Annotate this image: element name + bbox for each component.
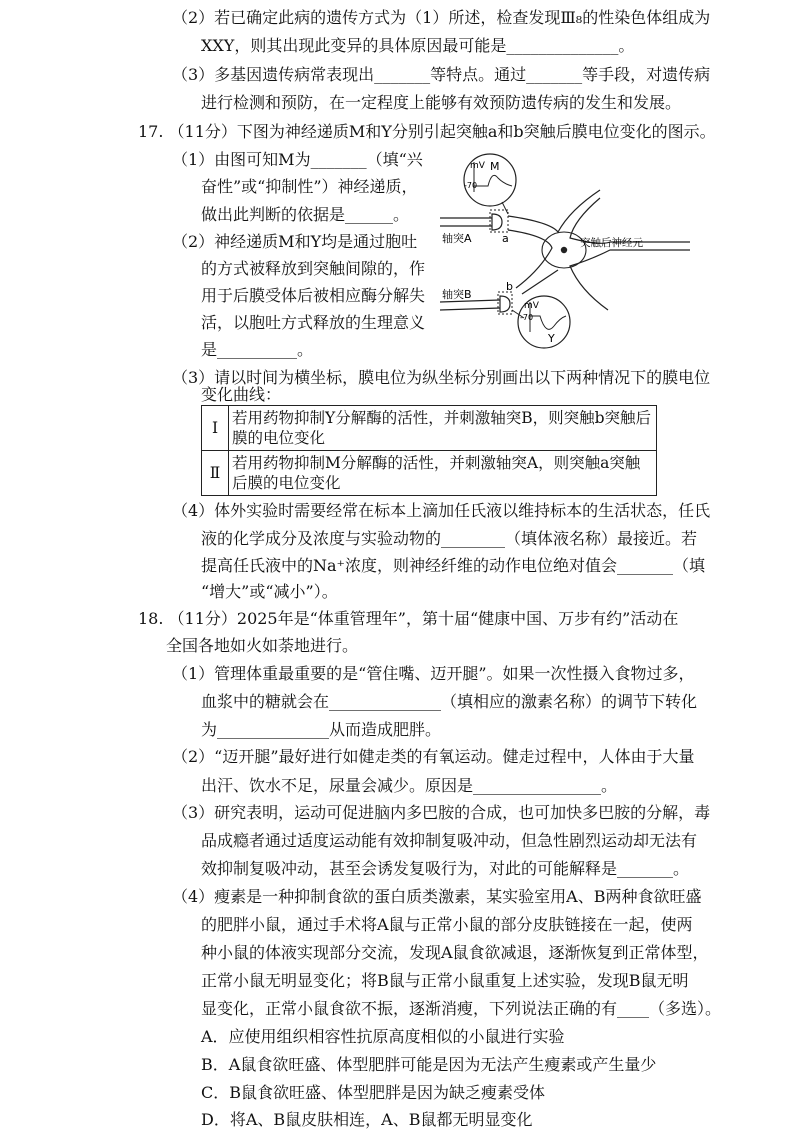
text-line: 用于后膜受体后被相应酶分解失 <box>201 286 426 305</box>
text-line: B．A鼠食欲旺盛、体型肥胖可能是因为无法产生瘦素或产生量少 <box>201 1055 657 1074</box>
text-line: “增大”或“减小”）。 <box>201 582 338 601</box>
table-cell-num: Ⅰ <box>202 406 229 451</box>
text-line: （2）神经递质M和Y均是通过胞吐 <box>172 232 418 251</box>
table-row <box>202 406 657 451</box>
table-cell-num: Ⅱ <box>202 451 229 496</box>
text-line: A．应使用组织相容性抗原高度相似的小鼠进行实验 <box>201 1027 565 1046</box>
text-line: 做出此判断的依据是______。 <box>201 205 410 224</box>
axon-b-label: 轴突B <box>442 288 472 301</box>
mv-label-bottom: mV <box>524 301 539 311</box>
text-line: （3）多基因遗传病常表现出_______等特点。通过_______等手段，对遗传病 <box>172 65 711 84</box>
text-line: （2）“迈开腿”最好进行如健走类的有氧运动。健走过程中，人体由于大量 <box>172 747 695 766</box>
text-line: 是__________。 <box>201 340 314 359</box>
potential-curve-Y <box>530 316 566 329</box>
postsynaptic-neuron <box>508 190 690 310</box>
minus70-label-top: -70 <box>464 181 478 190</box>
axon-a <box>440 218 492 226</box>
text-line: （3）研究表明，运动可促进脑内多巴胺的合成，也可加快多巴胺的分解，毒 <box>172 803 711 822</box>
minus70-label-bottom: -70 <box>520 313 534 322</box>
postsynaptic-label: 突触后神经元 <box>580 237 643 249</box>
text-line: 为______________从而造成肥胖。 <box>201 720 442 739</box>
text-line: 活，以胞吐方式释放的生理意义 <box>201 313 426 332</box>
mv-label-top: mV <box>470 161 485 171</box>
text-line: 液的化学成分及浓度与实验动物的________（填体液名称）最接近。若 <box>201 529 698 548</box>
text-line: 18. （11分）2025年是“体重管理年”，第十届“健康中国、万步有约”活动在 <box>138 609 679 628</box>
text-line: 全国各地如火如荼地进行。 <box>166 636 359 655</box>
axon-b <box>440 300 500 310</box>
potential-curve-M <box>474 175 512 186</box>
y-label: Y <box>548 332 555 345</box>
text-line: 17. （11分）下图为神经递质M和Y分别引起突触a和b突触后膜电位变化的图示。 <box>138 122 716 141</box>
text-line: 效抑制复吸冲动，甚至会诱发复吸行为，对此的可能解释是_______。 <box>201 859 690 878</box>
axon-a-label: 轴突A <box>442 232 472 245</box>
text-line: C．B鼠食欲旺盛、体型肥胖是因为缺乏瘦素受体 <box>201 1083 546 1102</box>
text-line: 的肥胖小鼠，通过手术将A鼠与正常小鼠的部分皮肤链接在一起，使两 <box>201 915 693 934</box>
text-line: （2）若已确定此病的遗传方式为（1）所述，检查发现Ⅲ₈的性染色体组成为 <box>172 8 711 27</box>
condition-table <box>201 405 657 496</box>
text-line: XXY，则其出现此变异的具体原因最可能是______________。 <box>201 36 635 55</box>
table-cell-text: 若用药物抑制M分解酶的活性，并刺激轴突A，则突触a突触后膜的电位变化 <box>229 451 657 496</box>
text-line: （4）瘦素是一种抑制食欲的蛋白质类激素，某实验室用A、B两种食欲旺盛 <box>172 887 702 906</box>
text-line: 的方式被释放到突触间隙的，作 <box>201 259 426 278</box>
text-line: 种小鼠的体液实现部分交流，发现A鼠食欲减退，逐渐恢复到正常体型， <box>201 943 709 962</box>
text-line: （3）请以时间为横坐标，膜电位为纵坐标分别画出以下两种情况下的膜电位 <box>172 368 711 387</box>
text-line: 出汗、饮水不足，尿量会减少。原因是________________。 <box>201 776 618 795</box>
synapse-diagram <box>440 150 690 350</box>
text-line: （1）由图可知M为_______（填“兴 <box>172 150 423 169</box>
table-row <box>202 451 657 496</box>
text-line: （1）管理体重最重要的是“管住嘴、迈开腿”。如果一次性摄入食物过多， <box>172 664 695 683</box>
text-line: （4）体外实验时需要经常在标本上滴加任氏液以维持标本的生活状态，任氏 <box>172 501 711 520</box>
text-line: D．将A、B鼠皮肤相连，A、B鼠都无明显变化 <box>201 1110 533 1129</box>
text-line: 奋性”或“抑制性”）神经递质， <box>201 177 418 196</box>
m-label: M <box>490 160 500 173</box>
text-line: 显变化，正常小鼠食欲不振，逐渐消瘦，下列说法正确的有____（多选）。 <box>201 999 722 1018</box>
text-line: 正常小鼠无明显变化；将B鼠与正常小鼠重复上述实验，发现B鼠无明 <box>201 971 689 990</box>
text-line: 变化曲线： <box>201 385 282 404</box>
text-line: 血浆中的糖就会在______________（填相应的激素名称）的调节下转化 <box>201 692 698 711</box>
text-line: 品成瘾者通过适度运动能有效抑制复吸冲动，但急性剧烈运动却无法有 <box>201 831 698 850</box>
text-line: 提高任氏液中的Na⁺浓度，则神经纤维的动作电位绝对值会_______（填 <box>201 556 705 575</box>
synapse-b-label: b <box>506 280 513 293</box>
text-line: 进行检测和预防，在一定程度上能够有效预防遗传病的发生和发展。 <box>201 93 682 112</box>
synapse-a-label: a <box>502 232 509 245</box>
table-cell-text: 若用药物抑制Y分解酶的活性，并刺激轴突B，则突触b突触后膜的电位变化 <box>229 406 657 451</box>
